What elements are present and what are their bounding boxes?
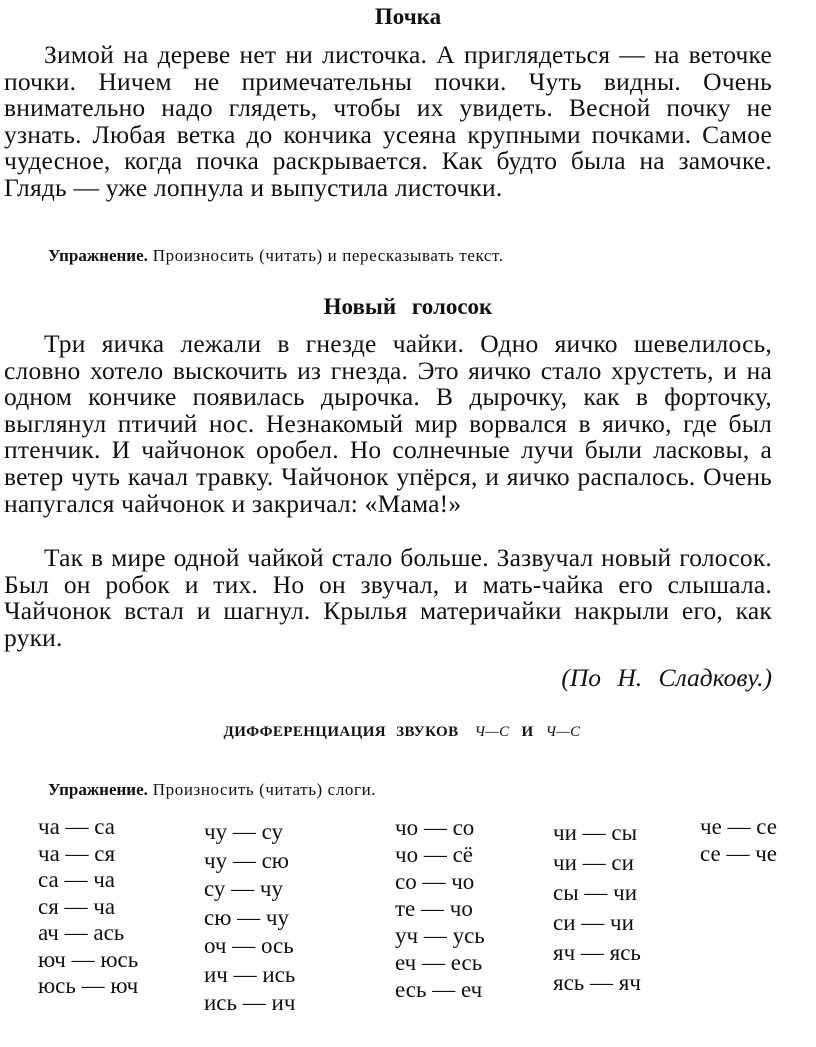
exercise-label: Упражнение. [48, 246, 148, 265]
story-paragraph-pochka: Зимой на дереве нет ни листочка. А приглядеться — на веточке почки. Ничем не примечательны почки. Чуть видны. Очень внимательно надо глядеть, чтобы их увидеть. Весной почку не узнать. Любая ветка до кончика усеяна крупными почками. Самое чудесное, когда почка раскрывается. Как будто была на замочке. Глядь — уже лопнула и выпустила листочки. [4, 40, 772, 202]
syllable-pair: си — чи [553, 910, 634, 935]
exercise-syllables [48, 780, 376, 800]
syllable-pair: юсь — юч [38, 973, 139, 998]
syllable-pair: ся — ча [38, 893, 116, 919]
syllable-pair: чу — сю [204, 847, 289, 873]
story-title-pochka: Почка [374, 4, 442, 29]
syllable-pair: еч — есь [395, 950, 483, 975]
story-title-novyy-golosok: Новый голосок [323, 294, 493, 319]
exercise-instruction: Произносить (читать) и пересказывать текст. [147, 246, 504, 265]
syllable-pair: че — се [700, 814, 777, 839]
syllable-pair: есь — еч [395, 977, 483, 1002]
story-paragraph-2: Так в мире одной чайкой стало больше. Зазвучал новый голосок. Был он робок и тих. Но он звучал, и мать-чайка его слышала. Чайчонок встал и шагнул. Крылья материчайки накрыли его, как руки. [4, 543, 772, 652]
syllable-pair: са — ча [38, 867, 115, 892]
syllable-pair: уч — усь [395, 923, 485, 948]
syllable-pair: те — чо [395, 896, 473, 921]
syllable-pair: оч — ось [204, 933, 294, 958]
story-paragraph-1: Три яичка лежали в гнезде чайки. Одно яичко шевелилось, словно хотело выскочить из гнезда. Это яичко стало хрустеть, и на одном кончике появилась дырочка. В дырочку, как в форточку, выглянул птичий нос. Незнакомый мир ворвался в яичко, где был птенчик. И чайчонок оробел. Но солнечные лучи были ласковы, а ветер чуть качал травку. Чайчонок упёрся, и яичко распалось. Очень напугался чайчонок и закричал: «Мама!» [4, 329, 772, 518]
exercise-instruction: Произносить (читать) слоги. [147, 780, 377, 799]
exercise-label: Упражнение. [48, 780, 148, 799]
syllable-column-2 [204, 818, 295, 1018]
section-heading-text: ДИФФЕРЕНЦИАЦИЯ ЗВУКОВ [223, 724, 459, 740]
syllable-pair: чи — си [553, 850, 634, 875]
syllable-pair: чо — сё [395, 842, 473, 867]
syllable-pair: ча — са [38, 814, 115, 839]
syllable-pair: чу — су [204, 819, 283, 844]
exercise-retell [48, 246, 504, 266]
syllable-pair: ясь — яч [553, 970, 641, 995]
sound-pair-connector: И [521, 724, 534, 740]
syllable-pair: су — чу [204, 876, 283, 901]
syllable-column-3 [395, 814, 485, 1003]
syllable-pair: яч — ясь [553, 940, 641, 965]
syllable-pair: ись — ич [204, 990, 296, 1015]
syllable-column-1 [38, 814, 138, 1000]
syllable-pair: сю — чу [204, 904, 289, 930]
syllable-column-5 [700, 814, 777, 867]
syllable-pair: чо — со [395, 815, 475, 840]
syllable-pair: ич — ись [204, 961, 296, 987]
syllable-pair: сы — чи [553, 880, 638, 905]
syllable-pair: ач — ась [38, 920, 125, 945]
syllable-pair: со — чо [395, 869, 475, 894]
syllable-pair: юч — юсь [38, 946, 139, 972]
sound-pair-2: Ч—С [545, 724, 581, 740]
sound-pair-1: Ч—С [474, 724, 510, 740]
syllable-pair: ча — ся [38, 840, 116, 866]
syllable-column-4 [553, 818, 641, 998]
story-attribution: (По Н. Сладкову.) [561, 663, 772, 692]
syllable-pair: се — че [700, 840, 777, 866]
section-heading [0, 722, 816, 742]
syllable-pair: чи — сы [553, 820, 638, 845]
